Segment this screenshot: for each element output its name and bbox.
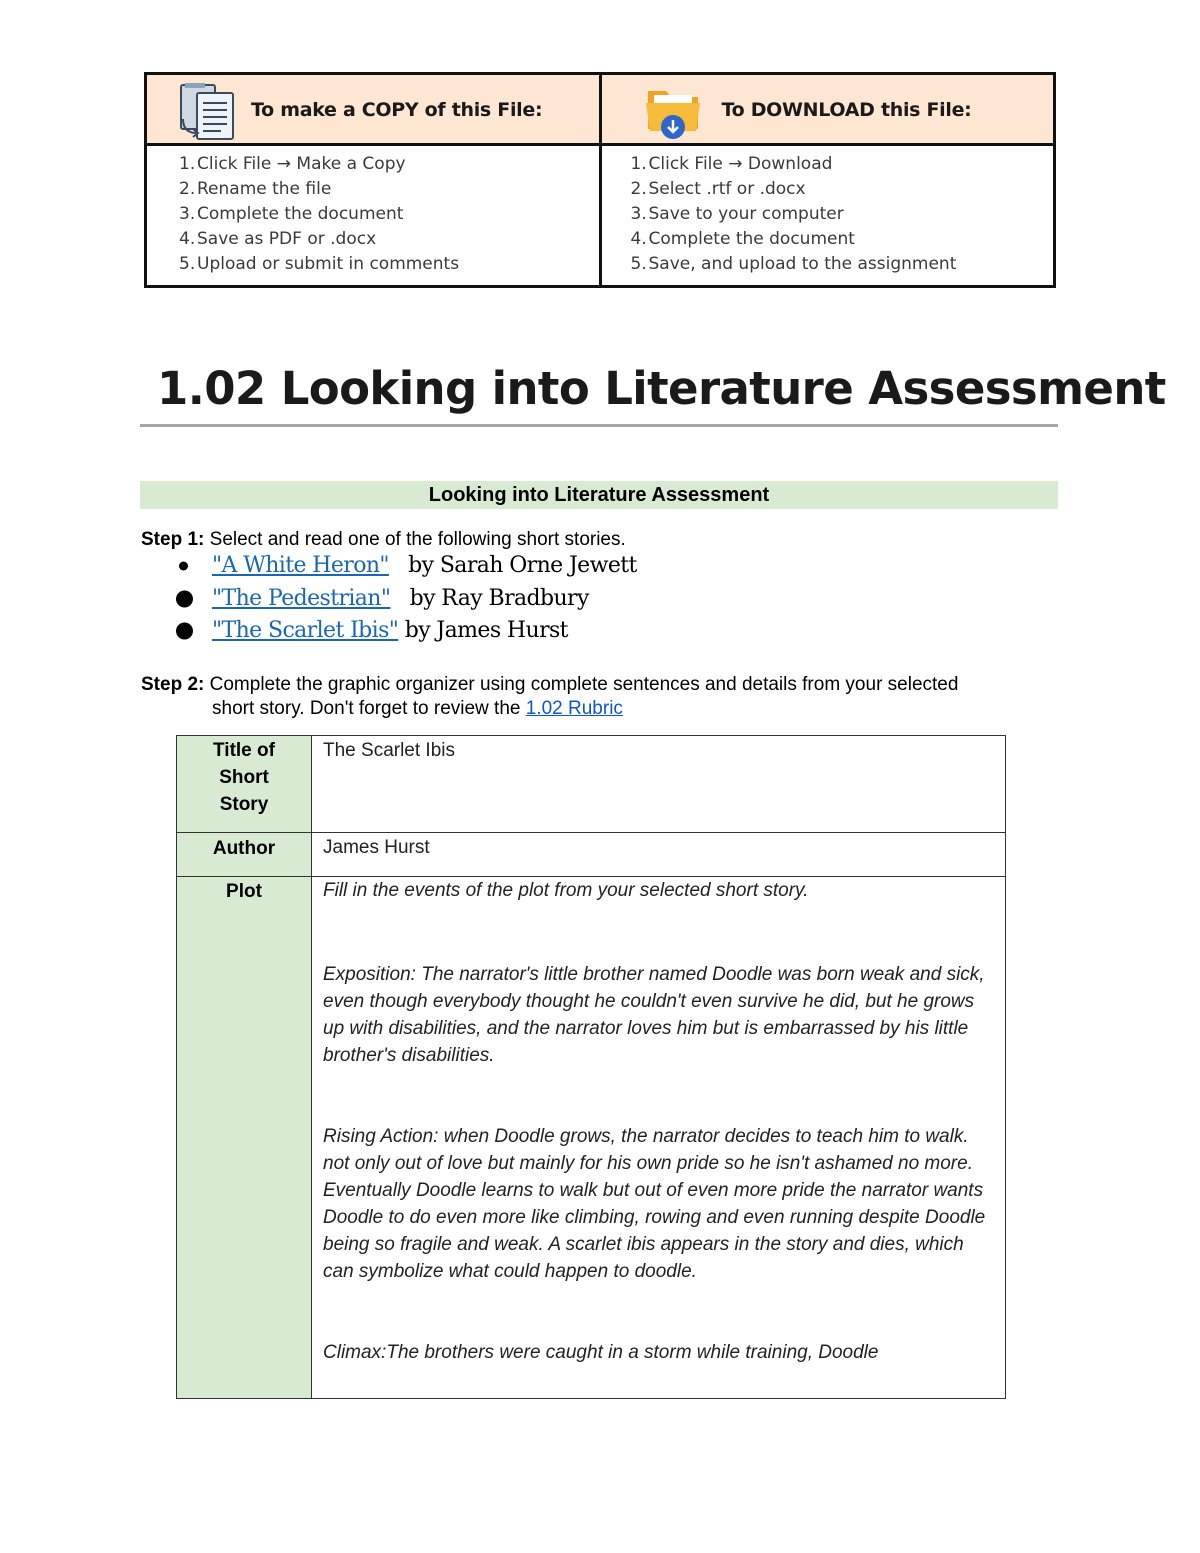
list-item bbox=[176, 583, 637, 616]
plot-exposition: Exposition: The narrator's little brother named Doodle was born weak and sick, even though everybody thought he couldn't even survive he did, but he grows up with disabilities, and the narrator loves him but is embarrassed by his little brother's disabilities. bbox=[323, 964, 985, 1066]
author-label: Author bbox=[177, 833, 312, 877]
list-item: 1. Click File → Make a Copy bbox=[179, 154, 406, 174]
step-2-label: Step 2: bbox=[141, 674, 205, 695]
copy-header bbox=[147, 75, 599, 146]
story-link-white-heron[interactable]: "A White Heron" bbox=[212, 553, 389, 578]
download-header bbox=[602, 75, 1054, 146]
plot-label: Plot bbox=[177, 877, 312, 1399]
story-author: by Ray Bradbury bbox=[409, 585, 589, 611]
download-steps bbox=[602, 146, 1054, 277]
download-title: To DOWNLOAD this File: bbox=[721, 99, 972, 121]
list-item: 5. Save, and upload to the assignment bbox=[630, 254, 957, 274]
list-item bbox=[176, 550, 637, 583]
list-item: 4. Complete the document bbox=[630, 229, 855, 249]
story-list bbox=[176, 550, 637, 648]
instructions-box bbox=[144, 72, 1056, 288]
story-link-pedestrian[interactable]: "The Pedestrian" bbox=[212, 585, 391, 611]
bullet-icon bbox=[176, 623, 193, 640]
step-2-text-line2: short story. Don't forget to review the bbox=[212, 698, 521, 719]
step-2-text-line1: Complete the graphic organizer using complete sentences and details from your selected bbox=[209, 674, 959, 695]
rubric-link[interactable]: 1.02 Rubric bbox=[525, 698, 623, 719]
section-banner: Looking into Literature Assessment bbox=[140, 481, 1058, 509]
plot-prompt: Fill in the events of the plot from your selected short story. bbox=[323, 880, 809, 901]
table-row bbox=[177, 736, 1006, 833]
step-1-label: Step 1: bbox=[141, 529, 205, 550]
list-item: 2. Rename the file bbox=[179, 179, 332, 199]
title-label: Title of Short Story bbox=[177, 736, 312, 833]
story-link-scarlet-ibis[interactable]: "The Scarlet Ibis" bbox=[212, 618, 399, 643]
table-row bbox=[177, 833, 1006, 877]
download-instructions bbox=[599, 75, 1054, 285]
plot-rising-action: Rising Action: when Doodle grows, the narrator decides to teach him to walk. not only out of love but mainly for his own pride so he isn't ashamed no more. Eventually Doodle learns to walk but out of even more pride the narrator wants Doodle to do even more like climbing, rowing and even running despite Doodle being so fragile and weak. A scarlet ibis appears in the story and dies, which can symbolize what could happen to doodle. bbox=[323, 1126, 986, 1282]
table-row bbox=[177, 877, 1006, 1399]
list-item bbox=[176, 615, 637, 648]
download-folder-icon bbox=[644, 81, 704, 148]
step-2 bbox=[141, 673, 1041, 721]
step-1 bbox=[141, 528, 626, 552]
step-1-text: Select and read one of the following short stories. bbox=[209, 529, 626, 550]
list-item: 1. Click File → Download bbox=[630, 154, 833, 174]
plot-climax: Climax:The brothers were caught in a storm while training, Doodle bbox=[323, 1342, 879, 1363]
title-value[interactable]: The Scarlet Ibis bbox=[312, 736, 1006, 833]
copy-title: To make a COPY of this File: bbox=[251, 99, 543, 121]
copy-file-icon bbox=[175, 81, 239, 146]
copy-steps bbox=[147, 146, 599, 277]
bullet-icon bbox=[179, 562, 188, 571]
graphic-organizer bbox=[176, 735, 1006, 1399]
list-item: 3. Save to your computer bbox=[630, 204, 844, 224]
title-divider bbox=[140, 424, 1058, 427]
copy-instructions bbox=[147, 75, 599, 285]
plot-value[interactable] bbox=[312, 877, 1006, 1399]
list-item: 2. Select .rtf or .docx bbox=[630, 179, 806, 199]
page-title: 1.02 Looking into Literature Assessment bbox=[157, 362, 1166, 415]
list-item: 4. Save as PDF or .docx bbox=[179, 229, 377, 249]
bullet-icon bbox=[176, 590, 193, 607]
story-author: by James Hurst bbox=[404, 618, 568, 643]
list-item: 3. Complete the document bbox=[179, 204, 404, 224]
story-author: by Sarah Orne Jewett bbox=[408, 553, 637, 578]
list-item: 5. Upload or submit in comments bbox=[179, 254, 460, 274]
author-value[interactable]: James Hurst bbox=[312, 833, 1006, 877]
step-2-text-line2-wrap bbox=[141, 697, 1041, 721]
